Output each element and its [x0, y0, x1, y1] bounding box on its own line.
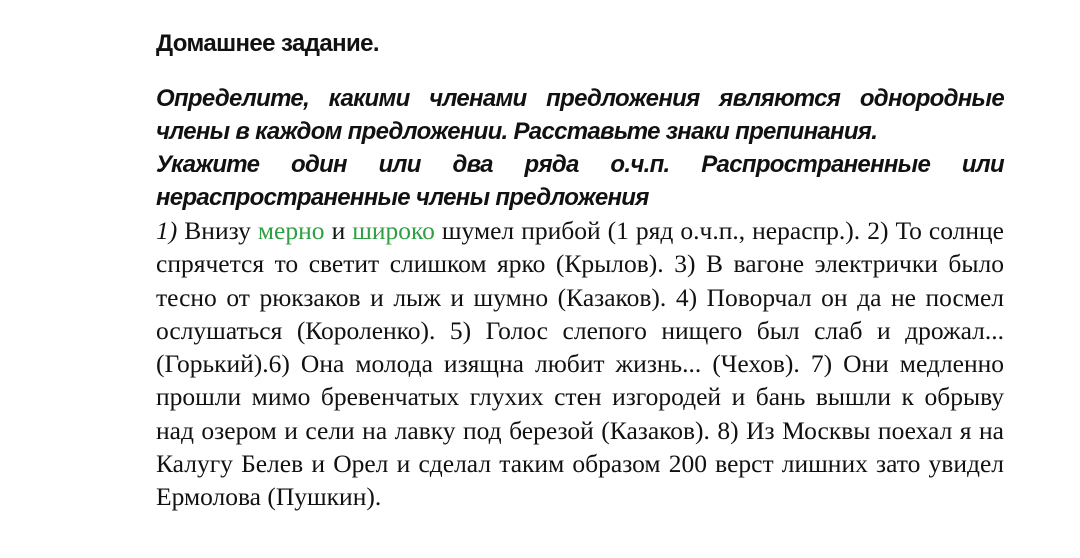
exercise-number: 1)	[156, 216, 178, 245]
task-instruction-1: Определите, какими членами предложения являются однородные члены в каждом предложении. Расставьте знаки препинания.	[156, 85, 1004, 145]
homework-heading: Домашнее задание.	[156, 30, 379, 57]
highlighted-word-2: широко	[352, 216, 435, 245]
exercise-text-part: Внизу	[177, 216, 258, 245]
task-instruction-2: Укажите один или два ряда о.ч.п. Распространенные или нераспространенные члены предложения	[156, 151, 1004, 211]
exercise-text-part: и	[324, 216, 353, 245]
exercise-text	[156, 214, 1004, 514]
highlighted-word-1: мерно	[257, 216, 325, 245]
exercise-text-rest: шумел прибой (1 ряд о.ч.п., нераспр.). 2) То солнце спрячется то светит слишком ярко (Крылов). 3) В вагоне электрички было тесно от рюкзаков и лыж и шумно (Казаков). 4) Поворчал он да не посмел ослушаться (Короленко). 5) Голос слепого нищего был слаб и дрожал... (Горький).6) Она молода изящна любит жизнь... (Чехов). 7) Они медленно прошли мимо бревенчатых глухих стен изгородей и бань вышли к обрыву над озером и сели на лавку под березой (Казаков). 8) Из Москвы поехал я на Калугу Белев и Орел и сделал таким образом 200 верст лишних зато увидел Ермолова (Пушкин).	[156, 216, 1004, 512]
document-page	[156, 28, 1004, 514]
